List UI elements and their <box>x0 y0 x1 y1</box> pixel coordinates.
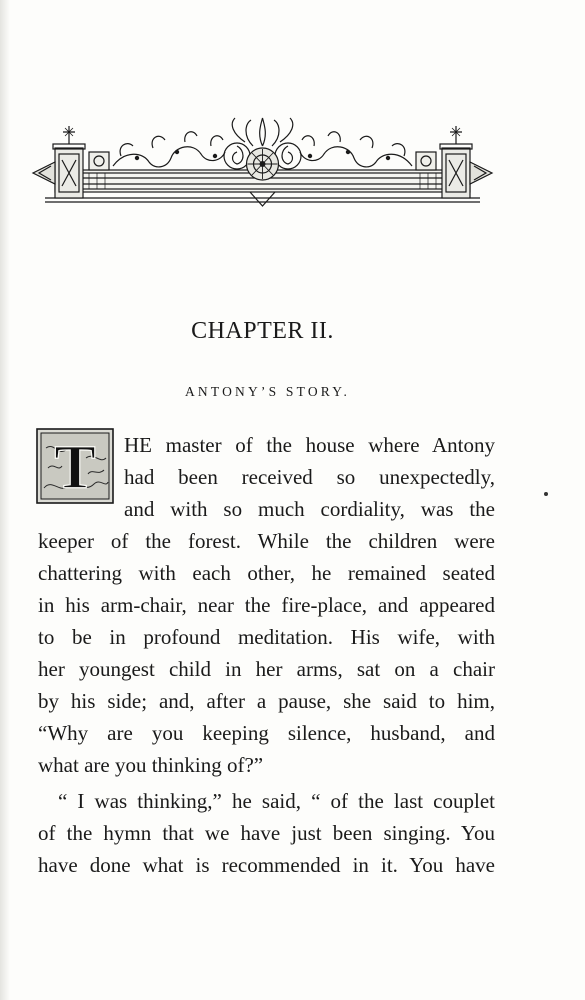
text-line: in his arm-chair, near the fire-place, and appeared <box>38 593 495 617</box>
text-line: “ I was thinking,” he said, “ of the last couplet <box>58 789 495 813</box>
text-line: to be in profound meditation. His wife, with <box>38 625 495 649</box>
text-line: what are you thinking of?” <box>38 753 264 777</box>
text-line: have done what is recommended in it. You have <box>38 853 495 877</box>
text-line: had been received so unexpectedly, <box>124 465 495 489</box>
header-ornament <box>25 112 500 210</box>
text-line: her youngest child in her arms, sat on a chair <box>38 657 495 681</box>
chapter-title: CHAPTER II. <box>191 318 334 344</box>
chapter-subtitle: ANTONY’S STORY. <box>184 384 351 399</box>
drop-cap-letter: T <box>54 434 96 502</box>
text-line: keeper of the forest. While the children were <box>38 529 495 553</box>
text-line: “Why are you keeping silence, husband, and <box>38 721 495 745</box>
text-line: chattering with each other, he remained seated <box>38 561 495 585</box>
text-line: by his side; and, after a pause, she said to him, <box>38 689 495 713</box>
decorated-initial <box>36 428 114 504</box>
text-line: of the hymn that we have just been singing. You <box>38 821 495 845</box>
text-line: and with so much cordiality, was the <box>124 497 495 521</box>
spine-shadow <box>0 0 10 1000</box>
text-line: HE master of the house where Antony <box>124 433 495 457</box>
ink-speck <box>544 492 548 496</box>
